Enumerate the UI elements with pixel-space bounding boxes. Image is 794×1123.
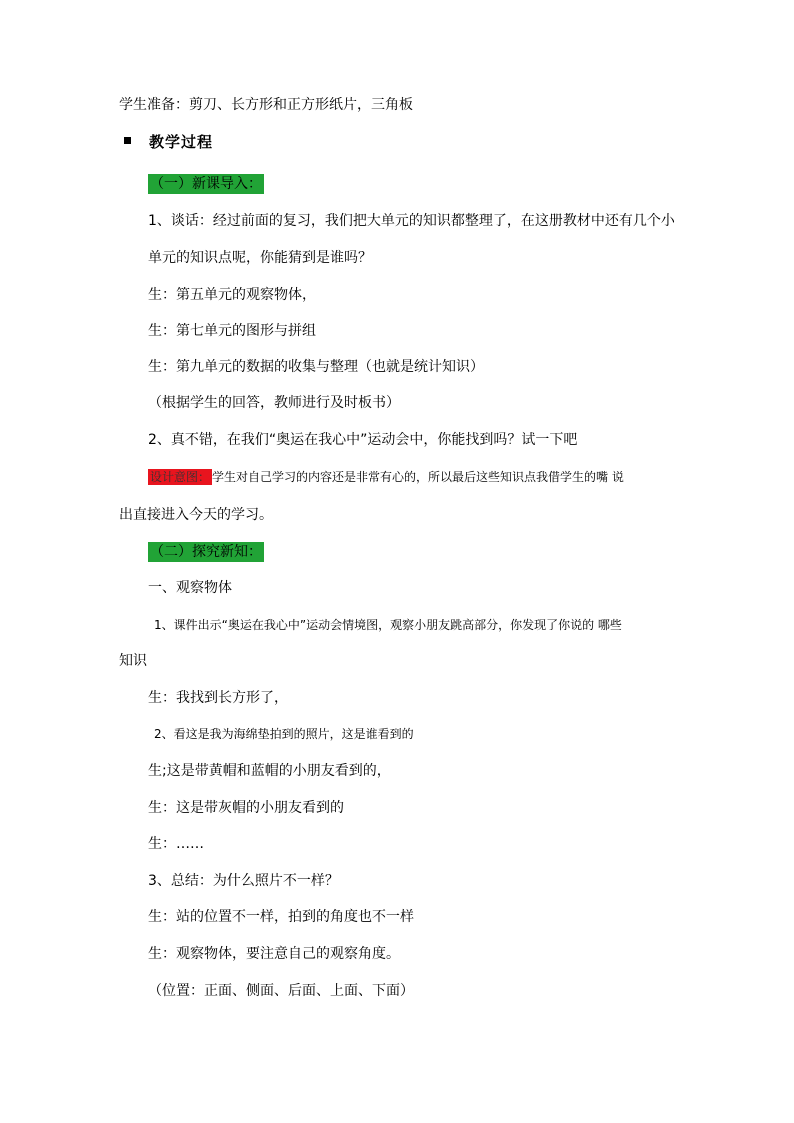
student-answer: 生：站的位置不一样，拍到的角度也不一样 xyxy=(148,909,414,925)
design-intent xyxy=(148,468,624,486)
subsection-title: 一、观察物体 xyxy=(148,580,232,596)
part1-header-label: （一）新课导入： xyxy=(150,176,262,192)
square-bullet-icon xyxy=(124,137,131,144)
part2-header-label: （二）探究新知： xyxy=(150,544,262,560)
teacher-note: （根据学生的回答，教师进行及时板书） xyxy=(148,395,400,411)
student-answer: 生：…… xyxy=(148,836,204,852)
design-intent-label: 设计意图： xyxy=(150,470,211,484)
design-intent-text: 学生对自己学习的内容还是非常有心的，所以最后这些知识点我借学生的嘴 说 xyxy=(212,470,624,484)
student-answer: 生：我找到长方形了， xyxy=(148,690,288,706)
question-1-line1: 1、课件出示“奥运在我心中”运动会情境图，观察小朋友跳高部分，你发现了你说的 哪些 xyxy=(154,618,622,632)
student-answer: 生：第五单元的观察物体， xyxy=(148,287,316,303)
question-1-line2: 知识 xyxy=(119,653,147,669)
paragraph-talk-line1: 1、谈话：经过前面的复习，我们把大单元的知识都整理了，在这册教材中还有几个小 xyxy=(148,213,675,229)
student-prep: 学生准备：剪刀、长方形和正方形纸片，三角板 xyxy=(119,97,413,113)
part1-header xyxy=(148,175,264,193)
student-answer: 生;这是带黄帽和蓝帽的小朋友看到的， xyxy=(148,763,391,779)
question-2: 2、看这是我为海绵垫拍到的照片，这是谁看到的 xyxy=(154,727,414,741)
part2-header xyxy=(148,543,264,561)
paragraph-try: 2、真不错，在我们“奥运在我心中”运动会中，你能找到吗？试一下吧 xyxy=(148,432,578,448)
student-answer: 生：这是带灰帽的小朋友看到的 xyxy=(148,800,344,816)
design-intent-line2: 出直接进入今天的学习。 xyxy=(119,507,273,523)
student-answer: 生：第七单元的图形与拼组 xyxy=(148,323,316,339)
student-answer: 生：第九单元的数据的收集与整理（也就是统计知识） xyxy=(148,359,484,375)
section-heading xyxy=(124,133,213,151)
question-3: 3、总结：为什么照片不一样？ xyxy=(148,873,339,889)
positions-note: （位置：正面、侧面、后面、上面、下面） xyxy=(148,983,414,999)
section-title: 教学过程 xyxy=(149,133,214,151)
student-answer: 生：观察物体，要注意自己的观察角度。 xyxy=(148,946,400,962)
paragraph-talk-line2: 单元的知识点呢，你能猜到是谁吗？ xyxy=(148,250,372,266)
